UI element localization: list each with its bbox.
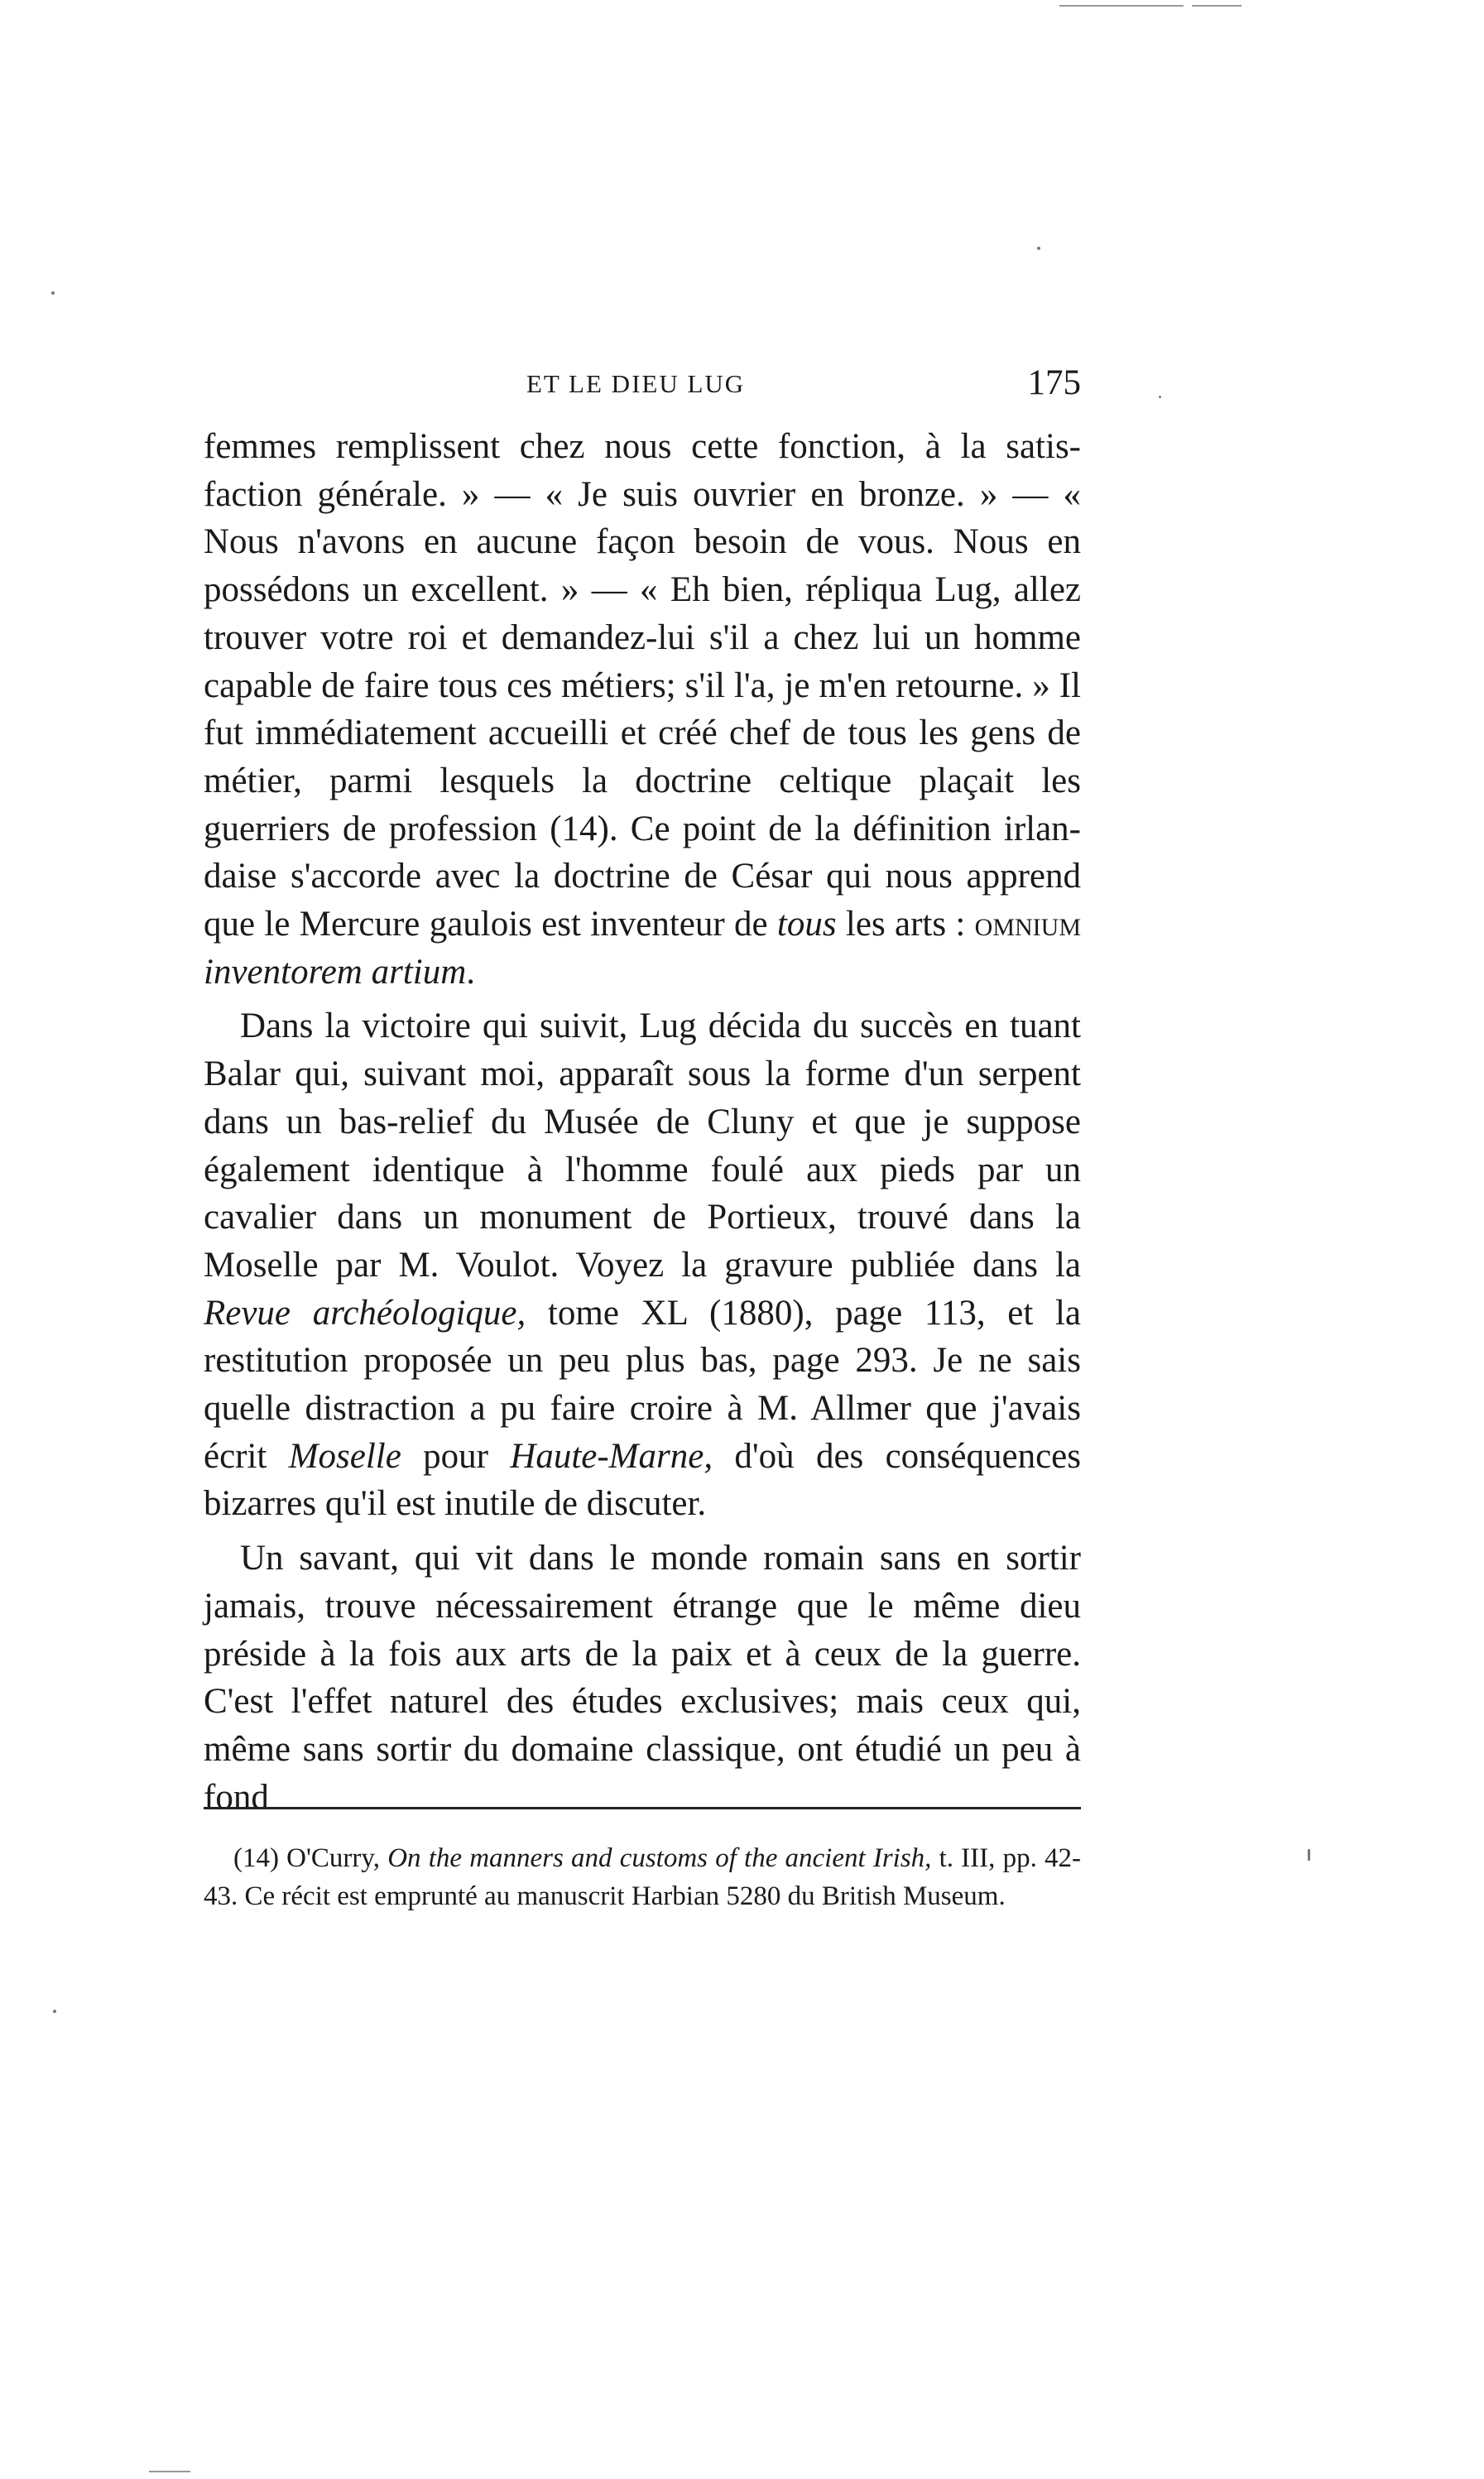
p1-line-9: guerriers de profession (14). Ce point de la définition irlan- [204,809,1081,848]
italic-inventorem-artium: inventorem artium [204,952,467,992]
scan-speck [1308,1849,1310,1861]
p1-line-2: faction générale. » — « Je suis ouvrier en bronze. » — [204,474,1049,514]
footnote-rule [204,1807,1081,1809]
p2-part-c: pour [401,1436,511,1476]
p1-line-6: capable de faire tous ces métiers; s'il l'a, je m'en retourne. » [204,665,1050,705]
fn14-part-a: (14) O'Curry, [233,1843,388,1873]
p1-line-4: possédons un excellent. » — « Eh bien, répliqua Lug, allez [204,570,1081,610]
scan-artifact-line [1059,5,1184,7]
p1-after-tous: les arts : [836,905,975,944]
paragraph-2 [204,1002,1081,1528]
p1-line-8: de métier, parmi lesquels la doctrine celtique plaçait les [204,713,1081,800]
p1-end: . [466,952,476,992]
p2-part-d: d'où des conséquences bizarres qu'il est inutile de discuter. [204,1436,1081,1524]
italic-haute-marne: Haute-Marne, [510,1436,713,1476]
body-text [204,423,1081,1821]
footnote-14 [204,1839,1081,1915]
italic-tous: tous [776,905,837,944]
p1-line-5: trouver votre roi et demandez-lui s'il a chez lui un homme [204,617,1081,657]
p1-line-1: femmes remplissent chez nous cette fonction, à la satis- [204,427,1081,466]
smallcaps-omnium: omnium [974,905,1081,944]
p1-line-11: que le Mercure gaulois est inventeur de [204,905,777,944]
scan-speck [51,291,55,295]
p1-line-7: Il fut immédiatement accueilli et créé chef de tous les gens [204,665,1082,753]
scan-artifact-line [149,2471,190,2472]
p2-part-b: tome XL (1880), page 113, et la restitution proposée un peu plus bas, page 293. Je ne sais quelle distraction a pu faire croire à M. Allmer que j'avais écrit [204,1293,1082,1476]
paragraph-3: Un savant, qui vit dans le monde romain sans en sortir jamais, trouve nécessairement étrange que le même dieu préside à la fois aux arts de la paix et à ceux de la guerre. C'est l'effet naturel des études exclusives; mais ceux qui, même sans sortir du domaine classique, ont étudié un peu à fond [204,1539,1081,1817]
scan-speck [1037,247,1040,250]
p1-line-3: « Nous n'avons en aucune façon besoin de vous. Nous en [204,474,1081,562]
scan-artifact-line [1192,5,1241,7]
scan-speck [53,2010,56,2013]
footnotes [204,1839,1081,1915]
paragraph-1 [204,423,1081,996]
scan-speck [1159,396,1161,398]
p2-part-a: Dans la victoire qui suivit, Lug décida du succès en tuant Balar qui, suivant moi, apparaît sous la forme d'un serpent dans un bas-relief du Musée de Cluny et que je suppose également identique à l'homme foulé aux pieds par un cavalier dans un monument de Portieux, trouvé dans la Moselle par M. Voulot. Voyez la gravure publiée dans la [204,1006,1081,1285]
italic-revue-archeologique: Revue archéologique, [204,1293,526,1333]
fn14-italic-title: On the manners and customs of the ancient Irish, [387,1843,932,1873]
p1-line-10: daise s'accorde avec la doctrine de César qui nous apprend [204,857,1081,896]
fn14-part-b: t. III, pp. 42-43. Ce récit est emprunté au manuscrit Harbian 5280 du British Museum. [204,1843,1081,1911]
running-title: ET LE DIEU LUG [526,369,746,398]
page-number: 175 [1027,363,1081,402]
running-head [204,363,1081,412]
italic-moselle: Moselle [288,1436,401,1476]
